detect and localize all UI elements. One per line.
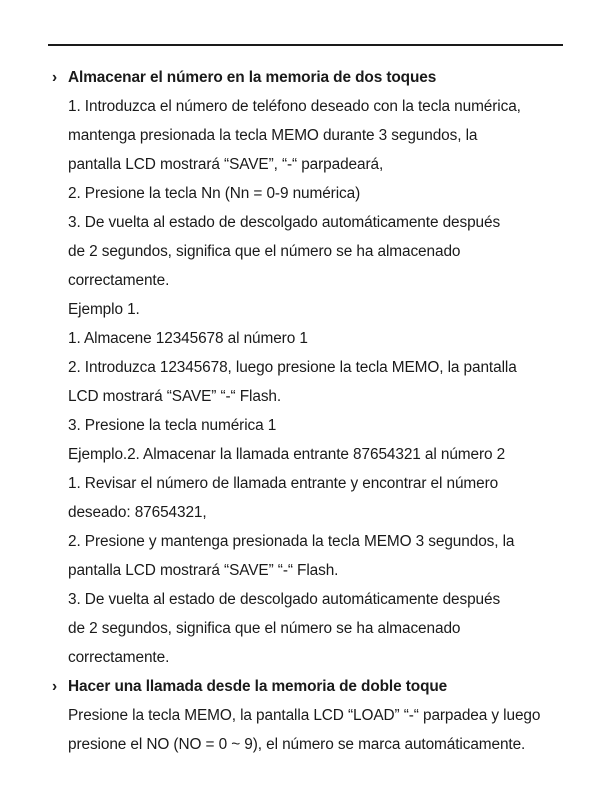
heading-text: Almacenar el número en la memoria de dos toques: [68, 69, 437, 86]
text-line: de 2 segundos, significa que el número se ha almacenado: [68, 243, 461, 260]
text-line: 1. Almacene 12345678 al número 1: [68, 330, 308, 347]
text-line: 1. Revisar el número de llamada entrante y encontrar el número: [68, 475, 499, 492]
top-divider: [48, 44, 563, 46]
text-line: mantenga presionada la tecla MEMO durante 3 segundos, la: [68, 127, 478, 144]
text-line: correctamente.: [68, 272, 170, 289]
text-line: de 2 segundos, significa que el número se ha almacenado: [68, 620, 461, 637]
document-body: [52, 63, 582, 759]
text-line: Ejemplo 1.: [68, 301, 140, 318]
text-line: pantalla LCD mostrará “SAVE” “-“ Flash.: [68, 562, 339, 579]
text-line: presione el NO (NO = 0 ~ 9), el número se marca automáticamente.: [68, 736, 526, 753]
text-line: 1. Introduzca el número de teléfono deseado con la tecla numérica,: [68, 98, 521, 115]
text-line: 2. Presione y mantenga presionada la tecla MEMO 3 segundos, la: [68, 533, 515, 550]
text-line: 2. Introduzca 12345678, luego presione la tecla MEMO, la pantalla: [68, 359, 517, 376]
bullet-chevron-icon: ›: [52, 69, 58, 86]
text-line: correctamente.: [68, 649, 170, 666]
text-line: LCD mostrará “SAVE” “-“ Flash.: [68, 388, 282, 405]
section-heading: [52, 672, 582, 701]
text-line: 3. De vuelta al estado de descolgado automáticamente después: [68, 591, 501, 608]
bullet-chevron-icon: ›: [52, 678, 58, 695]
text-line: deseado: 87654321,: [68, 504, 207, 521]
text-line: pantalla LCD mostrará “SAVE”, “-“ parpadeará,: [68, 156, 384, 173]
text-line: Presione la tecla MEMO, la pantalla LCD “LOAD” “-“ parpadea y luego: [68, 707, 541, 724]
heading-text: Hacer una llamada desde la memoria de doble toque: [68, 678, 448, 695]
text-line: 3. De vuelta al estado de descolgado automáticamente después: [68, 214, 501, 231]
text-line: Ejemplo.2. Almacenar la llamada entrante 87654321 al número 2: [68, 446, 506, 463]
text-line: 3. Presione la tecla numérica 1: [68, 417, 277, 434]
text-line: 2. Presione la tecla Nn (Nn = 0-9 numérica): [68, 185, 361, 202]
section-heading: [52, 63, 582, 92]
